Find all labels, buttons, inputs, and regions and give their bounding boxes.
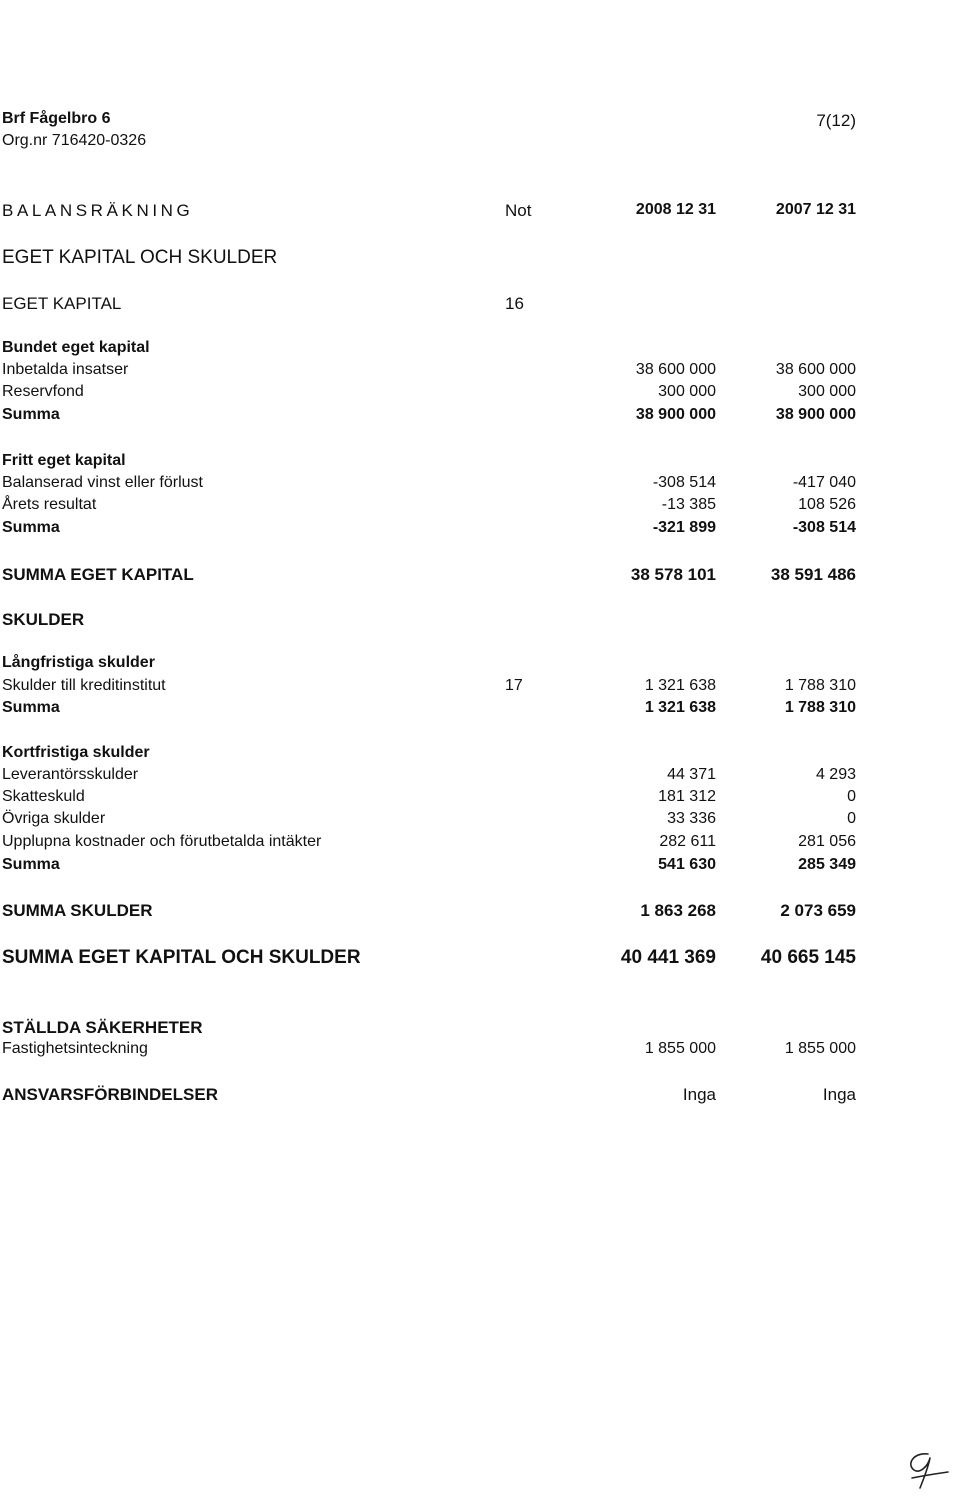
value-2007: 38 900 000 — [775, 406, 856, 423]
value-2008: 541 630 — [658, 856, 716, 873]
row-label-skatteskuld: Skatteskuld — [2, 788, 85, 805]
heading-langfristiga-skulder: Långfristiga skulder — [2, 654, 155, 671]
row-label-leverantorsskulder: Leverantörsskulder — [2, 766, 139, 783]
page-number: 7(12) — [816, 111, 856, 130]
value-2008: 300 000 — [658, 383, 716, 400]
value-2007: 0 — [847, 788, 856, 805]
section-eget-kapital: EGET KAPITAL — [2, 294, 122, 313]
value-2007: 4 293 — [815, 766, 856, 783]
total-label-summa-skulder: SUMMA SKULDER — [2, 901, 153, 920]
value-2007: 281 056 — [798, 833, 856, 850]
grand-total-value-2007: 40 665 145 — [760, 947, 856, 968]
value-2007: Inga — [822, 1085, 856, 1104]
value-2008: -308 514 — [652, 474, 716, 491]
value-2007: 285 349 — [798, 856, 856, 873]
value-2008: -13 385 — [661, 496, 716, 513]
value-2008: 181 312 — [658, 788, 716, 805]
row-label-balanserad-vinst: Balanserad vinst eller förlust — [2, 474, 203, 491]
org-number: Org.nr 716420-0326 — [2, 132, 147, 149]
value-2008: 38 600 000 — [635, 361, 716, 378]
value-2007: 300 000 — [798, 383, 856, 400]
row-label-ovriga-skulder: Övriga skulder — [2, 810, 106, 827]
note-16: 16 — [505, 294, 524, 313]
section-skulder: SKULDER — [2, 610, 85, 629]
value-2007: -308 514 — [792, 519, 856, 536]
row-label-fastighetsinteckning: Fastighetsinteckning — [2, 1040, 148, 1057]
heading-fritt-eget-kapital: Fritt eget kapital — [2, 452, 126, 469]
value-2008: 1 321 638 — [644, 699, 716, 716]
value-2008: -321 899 — [652, 519, 716, 536]
row-label-arets-resultat: Årets resultat — [2, 496, 97, 513]
row-label-summa: Summa — [2, 519, 60, 536]
total-value-2008: 1 863 268 — [640, 901, 716, 920]
total-value-2008: 38 578 101 — [630, 565, 716, 584]
document-title: BALANSRÄKNING — [2, 201, 194, 220]
row-label-summa: Summa — [2, 699, 60, 716]
value-2007: -417 040 — [792, 474, 856, 491]
value-2008: 44 371 — [667, 766, 716, 783]
section-eget-kapital-och-skulder: EGET KAPITAL OCH SKULDER — [2, 247, 278, 268]
value-2008: 282 611 — [659, 833, 716, 850]
note-17: 17 — [505, 677, 523, 694]
column-year-2007: 2007 12 31 — [775, 201, 856, 218]
value-2007: 1 788 310 — [784, 699, 856, 716]
value-2007: 108 526 — [798, 496, 856, 513]
heading-ansvarsforbindelser: ANSVARSFÖRBINDELSER — [2, 1085, 218, 1104]
grand-total-label: SUMMA EGET KAPITAL OCH SKULDER — [2, 947, 361, 968]
heading-kortfristiga-skulder: Kortfristiga skulder — [2, 744, 150, 761]
heading-bundet-eget-kapital: Bundet eget kapital — [2, 339, 150, 356]
total-label-summa-eget-kapital: SUMMA EGET KAPITAL — [2, 565, 194, 584]
row-label-upplupna-kostnader: Upplupna kostnader och förutbetalda intäkter — [2, 833, 322, 850]
value-2007: 0 — [847, 810, 856, 827]
row-label-summa: Summa — [2, 406, 60, 423]
total-value-2007: 38 591 486 — [770, 565, 856, 584]
row-label-summa: Summa — [2, 856, 60, 873]
signature-initials-icon — [898, 1448, 950, 1494]
total-value-2007: 2 073 659 — [780, 901, 856, 920]
value-2007: 38 600 000 — [775, 361, 856, 378]
value-2008: Inga — [682, 1085, 716, 1104]
row-label-inbetalda-insatser: Inbetalda insatser — [2, 361, 129, 378]
row-label-reservfond: Reservfond — [2, 383, 84, 400]
column-year-2008: 2008 12 31 — [635, 201, 716, 218]
value-2008: 38 900 000 — [635, 406, 716, 423]
value-2008: 1 855 000 — [644, 1040, 716, 1057]
column-note: Not — [505, 201, 532, 220]
org-name: Brf Fågelbro 6 — [2, 110, 111, 127]
grand-total-value-2008: 40 441 369 — [620, 947, 716, 968]
value-2007: 1 855 000 — [784, 1040, 856, 1057]
value-2008: 1 321 638 — [644, 677, 716, 694]
value-2007: 1 788 310 — [784, 677, 856, 694]
row-label-skulder-till-kreditinstitut: Skulder till kreditinstitut — [2, 677, 166, 694]
value-2008: 33 336 — [667, 810, 716, 827]
heading-stallda-sakerheter: STÄLLDA SÄKERHETER — [2, 1018, 203, 1037]
